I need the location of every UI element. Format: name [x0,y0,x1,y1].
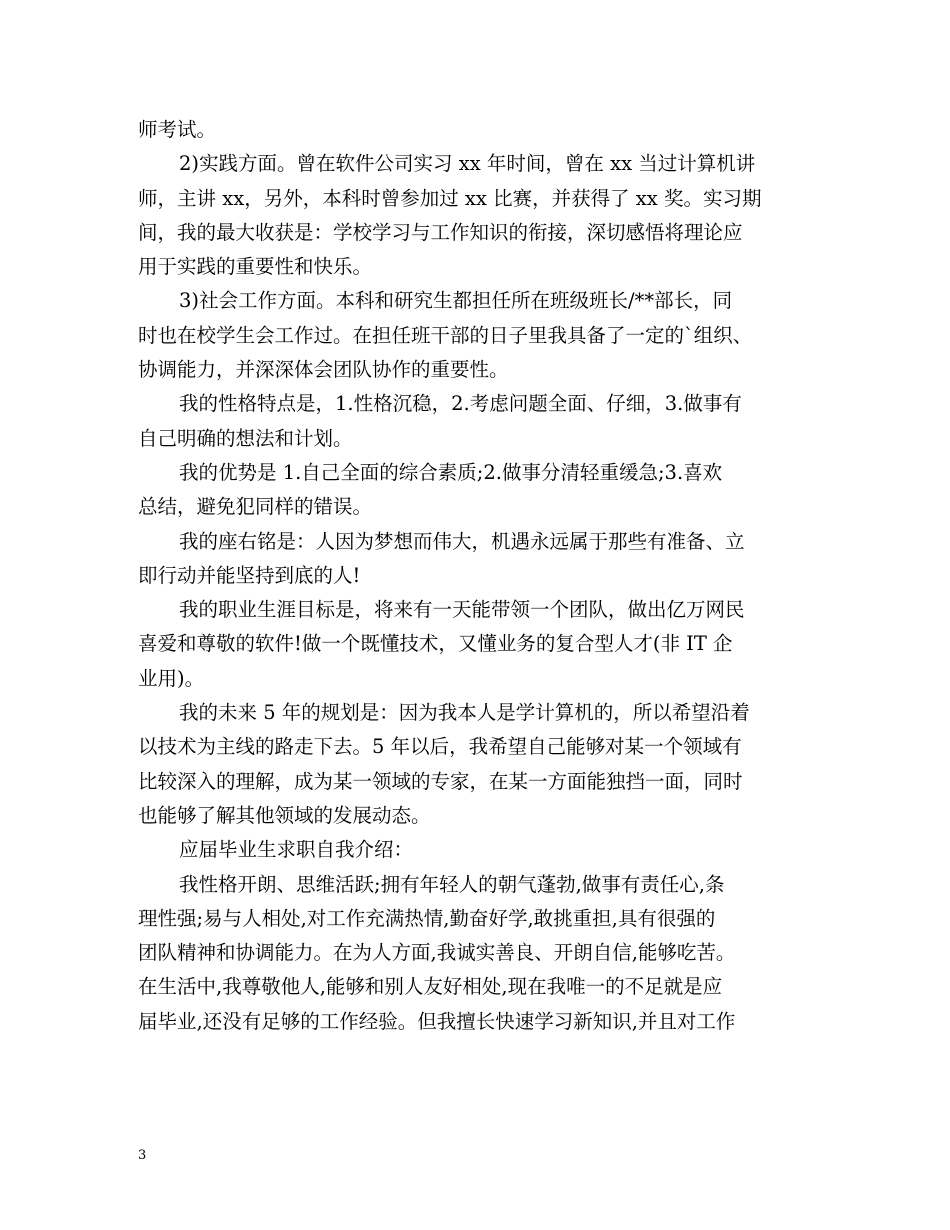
text-line: 即行动并能坚持到底的人! [138,563,361,587]
text-line: 自己明确的想法和计划。 [138,426,353,450]
text-line: 总结，避免犯同样的错误。 [138,495,373,519]
text-line: 师，主讲 xx，另外，本科时曾参加过 xx 比赛，并获得了 xx 奖。实习期 [138,186,762,210]
text-line: 业用)。 [138,666,205,690]
text-line: 届毕业,还没有足够的工作经验。但我擅长快速学习新知识,并且对工作 [138,1009,736,1033]
page-number: 3 [138,1148,147,1163]
text-line: 间，我的最大收获是：学校学习与工作知识的衔接，深切感悟将理论应 [138,220,743,244]
text-line: 师考试。 [138,118,217,141]
text-line: 在生活中,我尊敬他人,能够和别人友好相处,现在我唯一的不足就是应 [138,975,723,999]
text-line: 以技术为主线的路走下去。5 年以后，我希望自己能够对某一个领域有 [138,735,742,759]
text-line: 我的未来 5 年的规划是：因为我本人是学计算机的，所以希望沿着 [179,701,750,725]
text-line: 我性格开朗、思维活跃;拥有年轻人的朝气蓬勃,做事有责任心,条 [179,872,725,896]
text-line: 团队精神和协调能力。在为人方面,我诚实善良、开朗自信,能够吃苦。 [138,941,736,965]
text-line: 我的优势是 1.自己全面的综合素质;2.做事分清轻重缓急;3.喜欢 [179,460,723,484]
text-line: 比较深入的理解，成为某一领域的专家，在某一方面能独挡一面，同时 [138,769,743,793]
text-line: 理性强;易与人相处,对工作充满热情,勤奋好学,敢挑重担,具有很强的 [138,906,716,930]
text-line: 也能够了解其他领域的发展动态。 [138,803,431,827]
text-line: 协调能力，并深深体会团队协作的重要性。 [138,358,509,382]
text-line: 3)社会工作方面。本科和研究生都担任所在班级班长/**部长，同 [179,289,733,313]
text-line: 我的职业生涯目标是，将来有一天能带领一个团队，做出亿万网民 [179,598,745,622]
body-text [138,113,814,1039]
text-line: 2)实践方面。曾在软件公司实习 xx 年时间，曾在 xx 当过计算机讲 [179,152,756,176]
text-line: 时也在校学生会工作过。在担任班干部的日子里我具备了一定的`组织、 [138,323,753,347]
text-line: 喜爱和尊敬的软件!做一个既懂技术，又懂业务的复合型人才(非 IT 企 [138,632,733,656]
text-line: 我的座右铭是：人因为梦想而伟大，机遇永远属于那些有准备、立 [179,529,745,553]
text-line: 用于实践的重要性和快乐。 [138,255,373,279]
text-line: 我的性格特点是，1.性格沉稳，2.考虑问题全面、仔细，3.做事有 [179,392,742,416]
text-line: 应届毕业生求职自我介绍： [179,838,414,862]
